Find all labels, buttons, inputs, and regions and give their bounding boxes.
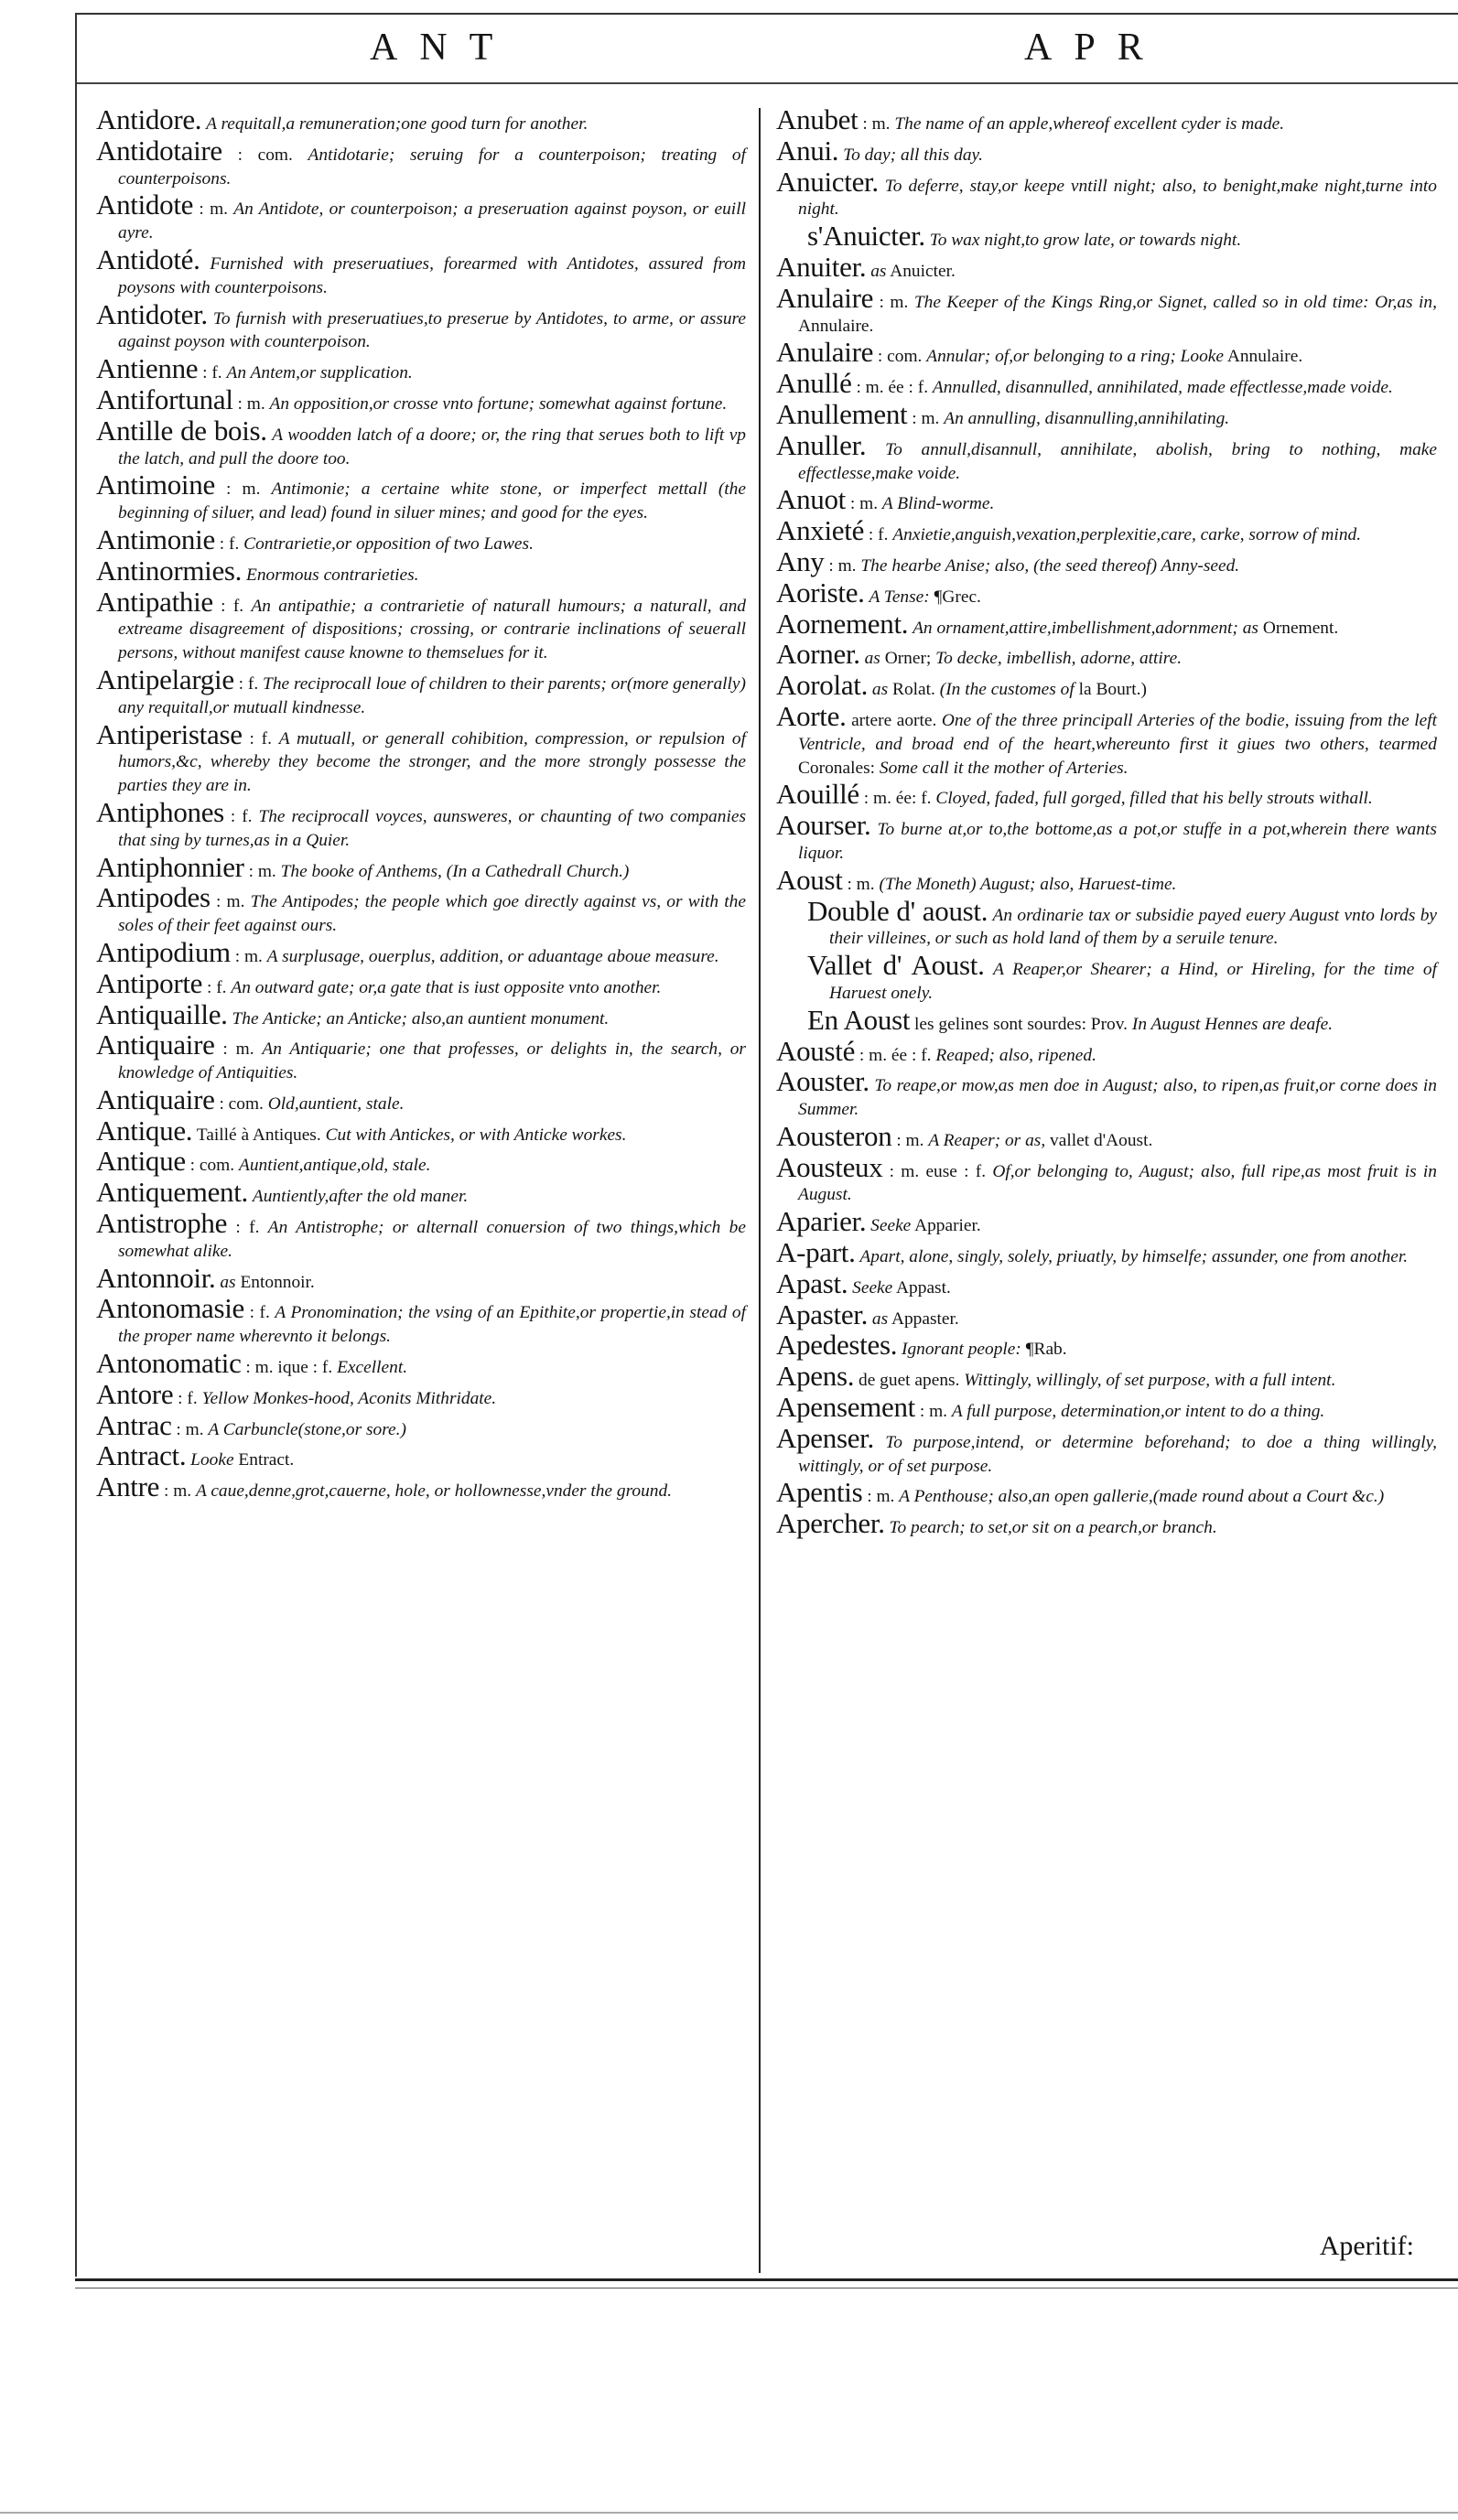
definition: Contrarietie,or opposition of two Lawes. <box>243 533 534 554</box>
definition: Apart, alone, singly, solely, priuatly, by himselfe; assunder, one from another. <box>859 1247 1409 1267</box>
definition: An Antidote, or counterpoison; a preseruation against poyson, or euill ayre. <box>118 199 746 243</box>
dictionary-entry <box>96 1439 746 1472</box>
grammar-note: : f. <box>868 525 889 545</box>
headword: Antiphones <box>96 795 224 828</box>
dictionary-entry <box>96 717 746 798</box>
grammar-note: Taillé à Antiques. <box>196 1125 321 1145</box>
grammar-note: : com. <box>877 347 923 367</box>
headword: Antonomatic <box>96 1347 242 1380</box>
definition: A requitall,a remuneration;one good turn for another. <box>206 114 589 134</box>
grammar-note: : m. <box>896 1130 924 1150</box>
grammar-note: ¶Grec. <box>934 587 981 607</box>
headword: Antiperistase <box>96 717 243 750</box>
definition: To burne at,or to,the bottome,as a pot,or stuffe in a pot,wherein there wants liquor. <box>798 820 1437 863</box>
grammar-note: : com. <box>219 1093 264 1114</box>
headword: Aourser. <box>776 809 871 842</box>
headword: A-part. <box>776 1236 856 1269</box>
definition: A mutuall, or generall cohibition, compression, or repulsion of humors,&c, whereby they become the stronger, and the more strongly possesse the parties they are in. <box>118 728 746 796</box>
definition: To reape,or mow,as men doe in August; also, to ripen,as fruit,or corne does in Summer. <box>798 1076 1437 1120</box>
dictionary-entry <box>776 1236 1437 1269</box>
dictionary-entry <box>96 1470 746 1503</box>
definition: An annulling, disannulling,annihilating. <box>944 408 1230 428</box>
grammar-note: : com. <box>237 145 293 165</box>
top-rule <box>75 13 1458 15</box>
dictionary-entry <box>96 1377 746 1411</box>
definition: A Blind-worme. <box>881 494 995 514</box>
definition: Old,auntient, stale. <box>267 1093 405 1114</box>
column-divider <box>759 108 761 2273</box>
definition: Of,or belonging to, August; also, full ripe,as most fruit is in August. <box>798 1161 1437 1205</box>
dictionary-entry <box>776 220 1437 253</box>
grammar-note: : f. <box>249 1303 270 1323</box>
dictionary-entry <box>776 1507 1437 1540</box>
running-heads <box>77 20 1458 75</box>
dictionary-entry <box>776 1034 1437 1068</box>
grammar-note: : m. ée : f. <box>856 378 929 398</box>
grammar-note: Rolat. <box>892 680 935 700</box>
grammar-note: : m. <box>847 874 875 894</box>
definition: Some call it the mother of Arteries. <box>879 758 1129 778</box>
dictionary-entry <box>776 397 1437 431</box>
definition: To purpose,intend, or determine beforehand; to doe a thing willingly, wittingly, or of set purpose. <box>798 1432 1437 1476</box>
dictionary-entry <box>776 514 1437 547</box>
definition: A woodden latch of a doore; or, the ring that serues both to lift vp the latch, and pull the doore too. <box>118 425 746 468</box>
grammar-note: Orner; <box>884 649 932 669</box>
definition: The reciprocall voyces, aunsweres, or chaunting of two companies that sing by turnes,as in a Quier. <box>118 806 746 850</box>
grammar-note: : f. <box>178 1388 198 1408</box>
headword: Antiquement. <box>96 1176 249 1209</box>
dictionary-entry <box>776 1391 1437 1424</box>
headword: Vallet d' Aoust. <box>807 949 985 982</box>
grammar-note: Annulaire. <box>798 316 874 336</box>
running-head-left: ANT <box>370 27 515 69</box>
headword: Aorte. <box>776 699 847 732</box>
definition: A Penthouse; also,an open gallerie,(made round about a Court &c.) <box>899 1487 1385 1507</box>
grammar-note: : f. <box>206 977 227 997</box>
dictionary-entry <box>96 1207 746 1264</box>
grammar-note: : f. <box>202 363 222 383</box>
definition: Auntient,antique,old, stale. <box>238 1156 431 1176</box>
definition: The hearbe Anise; also, (the seed thereof) Anny-seed. <box>860 555 1240 576</box>
definition: Looke <box>190 1450 234 1470</box>
headword: Apenser. <box>776 1421 874 1454</box>
headword: Antract. <box>96 1439 187 1472</box>
dictionary-entry <box>776 1266 1437 1300</box>
dictionary-entry <box>776 809 1437 866</box>
grammar-note: Coronales: <box>798 758 876 778</box>
dictionary-entry <box>96 242 746 300</box>
grammar-note: ¶Rab. <box>1025 1340 1067 1360</box>
headword: Anuiter. <box>776 250 867 283</box>
dictionary-entry <box>776 638 1437 671</box>
grammar-note: : m. <box>215 892 245 912</box>
definition: The Keeper of the Kings Ring,or Signet, called so in old time: Or,as in, <box>913 292 1437 312</box>
definition: An Antistrophe; or alternall conuersion of two things,which be somewhat alike. <box>118 1218 746 1261</box>
definition: Antidotarie; seruing for a counterpoison; treating of counterpoisons. <box>118 145 746 188</box>
dictionary-entry <box>776 1298 1437 1331</box>
headword: Antonomasie <box>96 1292 245 1325</box>
definition: An outward gate; or,a gate that is iust opposite vnto another. <box>231 977 662 997</box>
headword: Aorolat. <box>776 669 869 702</box>
dictionary-entry <box>776 1421 1437 1479</box>
dictionary-entry <box>96 1347 746 1380</box>
headword: Apensement <box>776 1391 915 1424</box>
definition: Ignorant people: <box>902 1340 1021 1360</box>
dictionary-entry <box>776 367 1437 400</box>
headword: Antique <box>96 1145 186 1178</box>
definition: Yellow Monkes-hood, Aconits Mithridate. <box>201 1388 497 1408</box>
headword: Aousteron <box>776 1119 892 1152</box>
page-edge-rule <box>0 2512 1458 2514</box>
definition: Seeke <box>852 1277 893 1298</box>
dictionary-entry <box>96 1408 746 1442</box>
headword: Antille de bois. <box>96 414 267 447</box>
headword: Antimonie <box>96 522 215 555</box>
dictionary-entry <box>96 1082 746 1116</box>
definition: A Carbuncle(stone,or sore.) <box>208 1419 406 1439</box>
definition: An antipathie; a contrarietie of naturall humours; a naturall, and extreame disagreement of dispositions; crossing, or contrarie inclinations of seuerall persons, without manifest cause knowne to themselues for it. <box>118 596 746 663</box>
grammar-note: : f. <box>219 533 240 554</box>
grammar-note: : f. <box>221 596 244 616</box>
headword: Apedestes. <box>776 1329 898 1362</box>
definition: To day; all this day. <box>843 145 983 165</box>
definition: Annulled, disannulled, annihilated, made effectlesse,made voide. <box>932 378 1393 398</box>
grammar-note: Ornement. <box>1262 618 1339 638</box>
headword: Antonnoir. <box>96 1261 216 1294</box>
definition: The Anticke; an Anticke; also,an auntient monument. <box>232 1008 610 1028</box>
dictionary-entry <box>96 966 746 1000</box>
dictionary-entry <box>96 522 746 556</box>
dictionary-entry <box>96 382 746 416</box>
grammar-note: : m. <box>912 408 940 428</box>
headword: Apercher. <box>776 1507 885 1540</box>
definition: Reaped; also, ripened. <box>935 1045 1096 1065</box>
grammar-note: : f. <box>249 728 272 748</box>
headword: Antore <box>96 1377 174 1410</box>
grammar-note: : m. <box>867 1487 895 1507</box>
grammar-note: : m. ée: f. <box>863 789 932 809</box>
definition: The reciprocall loue of children to their parents; or(more generally) any requitall,or mutuall kindnesse. <box>118 673 746 717</box>
headword: Aouillé <box>776 778 859 811</box>
headword: Antidoté. <box>96 242 200 275</box>
dictionary-entry <box>776 1476 1437 1509</box>
dictionary-entry <box>776 1150 1437 1208</box>
headword: Antre <box>96 1470 160 1503</box>
headword: Antipelargie <box>96 662 234 695</box>
headword: Antidotaire <box>96 134 222 167</box>
dictionary-entry <box>776 949 1437 1006</box>
headword: Aousté <box>776 1034 856 1067</box>
dictionary-entry <box>776 336 1437 369</box>
headword: Anuller. <box>776 428 867 461</box>
dictionary-entry <box>96 935 746 969</box>
headword: Antidoter. <box>96 297 208 330</box>
headword: Antienne <box>96 352 199 385</box>
headword: Aouster. <box>776 1065 869 1098</box>
headword: Aornement. <box>776 607 909 640</box>
dictionary-entry <box>96 850 746 884</box>
dictionary-entry <box>776 1065 1437 1122</box>
grammar-note: : com. <box>189 1156 235 1176</box>
headword: Double d' aoust. <box>807 894 988 927</box>
headword: Anuicter. <box>776 165 879 198</box>
headword: Anuot <box>776 483 847 516</box>
headword: Antique. <box>96 1114 193 1147</box>
grammar-note: Appast. <box>896 1277 951 1298</box>
definition: Cut with Antickes, or with Anticke workes. <box>325 1125 627 1145</box>
dictionary-entry <box>96 1176 746 1209</box>
grammar-note: : m. <box>248 861 276 881</box>
grammar-note: : m. <box>237 393 265 414</box>
definition: To decke, imbellish, adorne, attire. <box>935 649 1183 669</box>
running-head-right: APR <box>1024 27 1165 69</box>
grammar-note: vallet d'Aoust. <box>1050 1130 1153 1150</box>
definition: A full purpose, determination,or intent to do a thing. <box>951 1402 1325 1422</box>
dictionary-entry <box>776 165 1437 222</box>
headword: Any <box>776 544 825 577</box>
dictionary-entry <box>776 699 1437 780</box>
dictionary-entry <box>96 1114 746 1147</box>
headword: s'Anuicter. <box>807 220 925 253</box>
dictionary-entry <box>776 576 1437 609</box>
grammar-note: Appaster. <box>891 1308 959 1329</box>
definition: as <box>871 1308 889 1329</box>
headword: Antipodes <box>96 881 211 914</box>
grammar-note: Anuicter. <box>890 261 956 281</box>
headword: Anullement <box>776 397 908 430</box>
headword: Apaster. <box>776 1298 869 1330</box>
grammar-note: : m. <box>879 292 909 312</box>
header-rule <box>77 82 1458 84</box>
dictionary-entry <box>96 188 746 245</box>
dictionary-entry <box>96 103 746 136</box>
dictionary-entry <box>96 662 746 720</box>
headword: Anullé <box>776 367 852 400</box>
definition: One of the three principall Arteries of the bodie, issuing from the left Ventricle, and broad end of the heart,whereunto first it giues two others, tearmed <box>798 710 1437 754</box>
dictionary-entry <box>776 1119 1437 1153</box>
dictionary-entry <box>776 669 1437 702</box>
definition: (The Moneth) August; also, Haruest-time. <box>879 874 1177 894</box>
definition: as <box>864 649 880 669</box>
dictionary-entry <box>776 1003 1437 1037</box>
grammar-note: : m. <box>234 946 263 966</box>
definition: A surplusage, ouerplus, addition, or aduantage aboue measure. <box>266 946 719 966</box>
definition: Cloyed, faded, full gorged, filled that his belly strouts withall. <box>935 789 1373 809</box>
headword: En Aoust <box>807 1003 911 1036</box>
dictionary-entry <box>776 544 1437 578</box>
dictionary-entry <box>96 795 746 853</box>
grammar-note: artere aorte. <box>851 710 937 730</box>
definition: as <box>220 1272 236 1292</box>
definition: An Antiquarie; one that professes, or delights in, the search, or knowledge of Antiquities. <box>118 1039 746 1083</box>
headword: Apens. <box>776 1360 855 1393</box>
grammar-note: : m. <box>828 555 857 576</box>
definition: An Antem,or supplication. <box>226 363 413 383</box>
grammar-note: : m. <box>222 1039 254 1060</box>
grammar-note: Apparier. <box>914 1216 981 1236</box>
headword: Antistrophe <box>96 1207 228 1240</box>
headword: Anui. <box>776 134 839 167</box>
dictionary-entry <box>776 1205 1437 1238</box>
dictionary-entry <box>96 1261 746 1295</box>
grammar-note: : f. <box>230 806 253 826</box>
headword: Antifortunal <box>96 382 233 415</box>
right-column <box>776 103 1437 1543</box>
definition: To annull,disannull, annihilate, abolish, bring to nothing, make effectlesse,make voide. <box>798 439 1437 483</box>
definition: To deferre, stay,or keepe vntill night; also, to benight,make night,turne into night. <box>798 176 1437 220</box>
headword: Antiquaire <box>96 1028 215 1061</box>
headword: Antidore. <box>96 103 202 135</box>
headword: Aousteux <box>776 1150 883 1183</box>
definition: To wax night,to grow late, or towards night. <box>929 231 1242 251</box>
dictionary-entry <box>96 585 746 665</box>
definition: A caue,denne,grot,cauerne, hole, or hollownesse,vnder the ground. <box>195 1481 673 1502</box>
dictionary-entry <box>96 468 746 525</box>
dictionary-entry <box>776 250 1437 284</box>
bottom-rule <box>75 2278 1458 2281</box>
grammar-note: : m. <box>849 494 879 514</box>
definition: as <box>870 261 887 281</box>
left-frame-rule <box>75 13 77 2277</box>
definition: Wittingly, willingly, of set purpose, with a full intent. <box>964 1371 1336 1391</box>
headword: Anulaire <box>776 336 874 369</box>
catchword: Aperitif: <box>1319 2231 1414 2261</box>
headword: Apentis <box>776 1476 863 1509</box>
dictionary-entry <box>776 483 1437 516</box>
dictionary-entry <box>96 352 746 385</box>
definition: Furnished with preseruatiues, forearmed with Antidotes, assured from poysons with counterpoisons. <box>118 253 746 297</box>
definition: Auntiently,after the old maner. <box>252 1187 469 1207</box>
definition: A Reaper; or as, <box>928 1130 1046 1150</box>
definition: Annular; of,or belonging to a ring; Looke <box>926 347 1225 367</box>
dictionary-entry <box>776 894 1437 952</box>
dictionary-entry <box>96 134 746 191</box>
dictionary-entry <box>776 428 1437 486</box>
dictionary-entry <box>776 778 1437 811</box>
definition: The name of an apple,whereof excellent cyder is made. <box>894 114 1285 134</box>
grammar-note: : m. ique : f. <box>245 1358 333 1378</box>
dictionary-entry <box>96 554 746 587</box>
grammar-note: la Bourt.) <box>1078 680 1147 700</box>
definition: A Tense: <box>869 587 930 607</box>
definition: Antimonie; a certaine white stone, or imperfect mettall (the beginning of siluer, and lead) found in siluer mines; and good for the eyes. <box>118 479 746 523</box>
headword: Antimoine <box>96 468 215 501</box>
dictionary-entry <box>96 1292 746 1349</box>
headword: Antipodium <box>96 935 231 968</box>
grammar-note: : m. <box>919 1402 947 1422</box>
dictionary-entry <box>96 997 746 1031</box>
dictionary-entry <box>96 1028 746 1085</box>
headword: Antiphonnier <box>96 850 244 883</box>
headword: Antiporte <box>96 966 203 999</box>
grammar-note: : m. <box>226 479 261 500</box>
headword: Antinormies. <box>96 554 243 587</box>
definition: An ornament,attire,imbellishment,adornment; as <box>913 618 1258 638</box>
grammar-note: Entract. <box>238 1450 295 1470</box>
headword: Anulaire <box>776 281 874 314</box>
grammar-note: : m. <box>862 114 891 134</box>
definition: Anxietie,anguish,vexation,perplexitie,care, carke, sorrow of mind. <box>892 525 1362 545</box>
grammar-note: : m. <box>163 1481 192 1502</box>
dictionary-entry <box>776 281 1437 339</box>
definition: To furnish with preseruatiues,to preserue by Antidotes, to arme, or assure against poyson with counterpoison. <box>118 308 746 352</box>
dictionary-entry <box>96 881 746 938</box>
grammar-note: : m. <box>199 199 228 220</box>
dictionary-entry <box>776 863 1437 897</box>
definition: The Antipodes; the people which goe directly against vs, or with the soles of their feet against ours. <box>118 892 746 936</box>
headword: Antiquaille. <box>96 997 228 1030</box>
grammar-note: Entonnoir. <box>240 1272 315 1292</box>
dictionary-entry <box>96 297 746 355</box>
headword: Aoust <box>776 863 843 896</box>
grammar-note: : m. <box>176 1419 204 1439</box>
dictionary-entry <box>96 414 746 471</box>
headword: Antidote <box>96 188 194 221</box>
headword: Anubet <box>776 103 859 135</box>
dictionary-entry <box>776 1329 1437 1362</box>
headword: Apast. <box>776 1266 848 1299</box>
definition: In August Hennes are deafe. <box>1131 1014 1334 1034</box>
definition: Enormous contrarieties. <box>246 565 419 585</box>
grammar-note: : m. euse : f. <box>889 1161 987 1181</box>
grammar-note: : f. <box>238 673 259 694</box>
definition: An opposition,or crosse vnto fortune; somewhat against fortune. <box>269 393 728 414</box>
grammar-note: de guet apens. <box>859 1371 960 1391</box>
definition: An ordinarie tax or subsidie payed euery August vnto lords by their villeines, or such as hold land of them by a seruile tenure. <box>829 905 1437 949</box>
definition: To pearch; to set,or sit on a pearch,or branch. <box>889 1518 1217 1538</box>
dictionary-entry <box>96 1145 746 1178</box>
left-column <box>96 103 746 1506</box>
grammar-note: Annulaire. <box>1226 347 1303 367</box>
dictionary-entry <box>776 1360 1437 1393</box>
definition: (In the customes of <box>939 680 1075 700</box>
headword: Antrac <box>96 1408 172 1441</box>
headword: Aparier. <box>776 1205 867 1238</box>
grammar-note: : f. <box>235 1218 260 1238</box>
dictionary-entry <box>776 607 1437 641</box>
dictionary-entry <box>776 103 1437 136</box>
definition: Seeke <box>870 1216 912 1236</box>
grammar-note: : m. ée : f. <box>859 1045 932 1065</box>
definition: A Reaper,or Shearer; a Hind, or Hireling, for the time of Haruest onely. <box>829 960 1437 1003</box>
grammar-note: les gelines sont sourdes: Prov. <box>914 1014 1129 1034</box>
headword: Aorner. <box>776 638 860 671</box>
headword: Antiquaire <box>96 1082 215 1115</box>
definition: A Pronomination; the vsing of an Epithite,or propertie,in stead of the proper name wherevnto it belongs. <box>118 1303 746 1347</box>
headword: Antipathie <box>96 585 213 618</box>
definition: Excellent. <box>337 1358 408 1378</box>
headword: Aoriste. <box>776 576 865 608</box>
headword: Anxieté <box>776 514 865 547</box>
definition: The booke of Anthems, (In a Cathedrall Church.) <box>280 861 630 881</box>
dictionary-entry <box>776 134 1437 167</box>
definition: as <box>871 680 889 700</box>
